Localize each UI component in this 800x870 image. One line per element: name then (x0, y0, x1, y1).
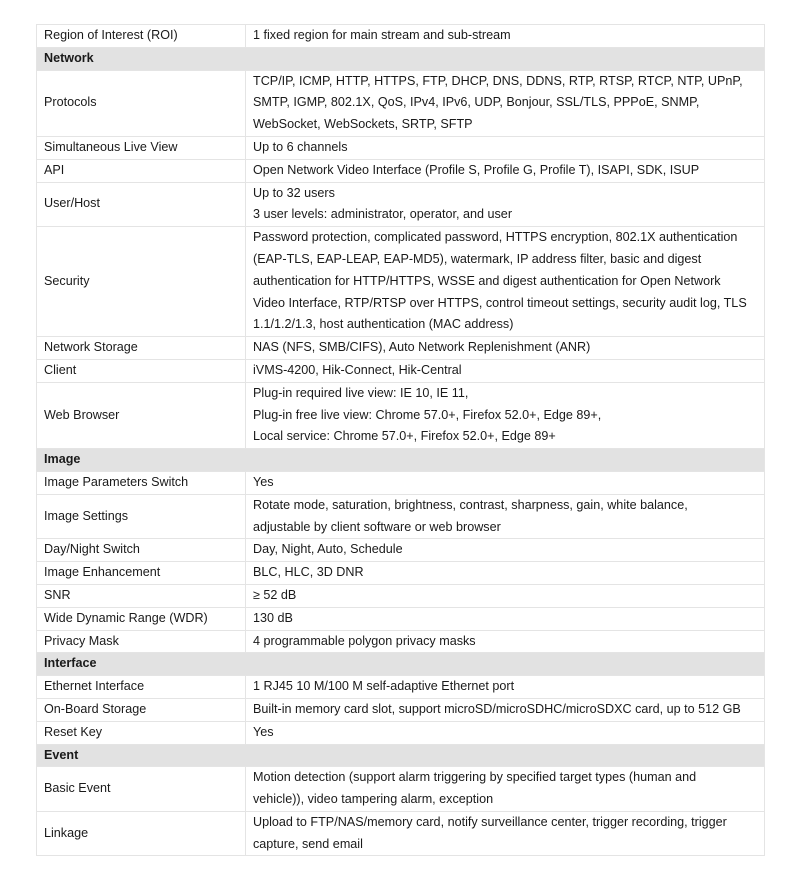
spec-label: Protocols (37, 70, 246, 136)
spec-value-line: Open Network Video Interface (Profile S, Profile G, Profile T), ISAPI, SDK, ISUP (253, 162, 700, 177)
spec-label: Reset Key (37, 721, 246, 744)
spec-value-line: 3 user levels: administrator, operator, and user (253, 207, 513, 222)
spec-value (246, 721, 765, 744)
spec-value-line: 1 RJ45 10 M/100 M self-adaptive Ethernet port (253, 679, 515, 694)
spec-value (246, 471, 765, 494)
spec-value-line: Local service: Chrome 57.0+, Firefox 52.0+, Edge 89+ (253, 429, 556, 444)
specification-table (36, 24, 765, 856)
spec-value-line: SMTP, IGMP, 802.1X, QoS, IPv4, IPv6, UDP, Bonjour, SSL/TLS, PPPoE, SNMP, (253, 95, 700, 110)
spec-value-line: ≥ 52 dB (253, 587, 297, 602)
spec-value-line: adjustable by client software or web browser (253, 519, 501, 534)
spec-value-line: authentication for HTTP/HTTPS, WSSE and digest authentication for Open Network (253, 273, 721, 288)
spec-row (37, 25, 765, 48)
spec-value (246, 698, 765, 721)
spec-row (37, 630, 765, 653)
section-header-row (37, 744, 765, 767)
specification-table-body (37, 25, 765, 856)
spec-value (246, 539, 765, 562)
spec-row (37, 227, 765, 337)
spec-value-line: 1 fixed region for main stream and sub-stream (253, 28, 511, 42)
spec-value (246, 811, 765, 856)
spec-value-line: Day, Night, Auto, Schedule (253, 542, 403, 557)
spec-value (246, 676, 765, 699)
spec-value-line: Up to 6 channels (253, 139, 348, 154)
spec-value-line: Plug-in free live view: Chrome 57.0+, Firefox 52.0+, Edge 89+, (253, 407, 602, 422)
spec-value-line: Password protection, complicated password, HTTPS encryption, 802.1X authentication (253, 230, 738, 245)
spec-value-line: vehicle)), video tampering alarm, exception (253, 792, 494, 807)
spec-row (37, 337, 765, 360)
spec-label: API (37, 159, 246, 182)
spec-label: Region of Interest (ROI) (37, 25, 246, 48)
spec-value-line: Rotate mode, saturation, brightness, contrast, sharpness, gain, white balance, (253, 497, 688, 512)
spec-value (246, 359, 765, 382)
spec-value-line: Motion detection (support alarm triggering by specified target types (human and (253, 770, 697, 785)
spec-label: Wide Dynamic Range (WDR) (37, 607, 246, 630)
spec-value-line: Up to 32 users (253, 185, 335, 200)
spec-row (37, 494, 765, 539)
spec-label: Simultaneous Live View (37, 136, 246, 159)
spec-value-line: capture, send email (253, 836, 363, 851)
spec-row (37, 811, 765, 856)
spec-value (246, 25, 765, 48)
section-header-row (37, 449, 765, 472)
spec-row (37, 767, 765, 812)
spec-row (37, 562, 765, 585)
spec-value-line: Video Interface, RTP/RTSP over HTTPS, control timeout settings, security audit log, TLS (253, 295, 747, 310)
spec-value (246, 494, 765, 539)
spec-value-line: NAS (NFS, SMB/CIFS), Auto Network Replenishment (ANR) (253, 340, 591, 355)
section-title: Image (37, 449, 765, 472)
spec-value (246, 562, 765, 585)
spec-value-line: 130 dB (253, 610, 293, 625)
spec-value-line: (EAP-TLS, EAP-LEAP, EAP-MD5), watermark, IP address filter, basic and digest (253, 251, 702, 266)
spec-label: Linkage (37, 811, 246, 856)
spec-value-line: iVMS-4200, Hik-Connect, Hik-Central (253, 362, 462, 377)
spec-label: User/Host (37, 182, 246, 227)
spec-label: Web Browser (37, 382, 246, 448)
spec-label: Image Parameters Switch (37, 471, 246, 494)
spec-value-line: Built-in memory card slot, support microSD/microSDHC/microSDXC card, up to 512 GB (253, 701, 741, 716)
spec-label: Basic Event (37, 767, 246, 812)
spec-label: Client (37, 359, 246, 382)
spec-row (37, 698, 765, 721)
spec-label: Day/Night Switch (37, 539, 246, 562)
spec-value-line: BLC, HLC, 3D DNR (253, 565, 364, 580)
spec-row (37, 539, 765, 562)
spec-row (37, 721, 765, 744)
spec-row (37, 382, 765, 448)
spec-row (37, 471, 765, 494)
spec-value-line: 1.1/1.2/1.3, host authentication (MAC address) (253, 317, 514, 332)
section-header-row (37, 47, 765, 70)
section-title: Network (37, 47, 765, 70)
spec-value-line: Yes (253, 724, 274, 739)
spec-value (246, 337, 765, 360)
spec-value (246, 607, 765, 630)
spec-value (246, 227, 765, 337)
spec-row (37, 136, 765, 159)
spec-value-line: Plug-in required live view: IE 10, IE 11, (253, 385, 469, 400)
spec-label: Security (37, 227, 246, 337)
spec-row (37, 159, 765, 182)
spec-value (246, 136, 765, 159)
spec-row (37, 676, 765, 699)
spec-label: Privacy Mask (37, 630, 246, 653)
spec-value-line: Yes (253, 474, 274, 489)
spec-label: Ethernet Interface (37, 676, 246, 699)
spec-value (246, 382, 765, 448)
spec-value-line: 4 programmable polygon privacy masks (253, 633, 476, 648)
spec-value-line: Upload to FTP/NAS/memory card, notify surveillance center, trigger recording, trigger (253, 814, 727, 829)
spec-value (246, 584, 765, 607)
spec-row (37, 359, 765, 382)
spec-label: On-Board Storage (37, 698, 246, 721)
spec-row (37, 607, 765, 630)
section-header-row (37, 653, 765, 676)
spec-value (246, 182, 765, 227)
spec-label: Image Enhancement (37, 562, 246, 585)
spec-value (246, 630, 765, 653)
spec-row (37, 70, 765, 136)
spec-value-line: WebSocket, WebSockets, SRTP, SFTP (253, 117, 473, 132)
spec-value (246, 159, 765, 182)
spec-row (37, 584, 765, 607)
spec-value (246, 70, 765, 136)
spec-label: SNR (37, 584, 246, 607)
spec-row (37, 182, 765, 227)
section-title: Event (37, 744, 765, 767)
spec-label: Image Settings (37, 494, 246, 539)
spec-label: Network Storage (37, 337, 246, 360)
section-title: Interface (37, 653, 765, 676)
spec-value-line: TCP/IP, ICMP, HTTP, HTTPS, FTP, DHCP, DNS, DDNS, RTP, RTSP, RTCP, NTP, UPnP, (253, 73, 743, 88)
spec-value (246, 767, 765, 812)
